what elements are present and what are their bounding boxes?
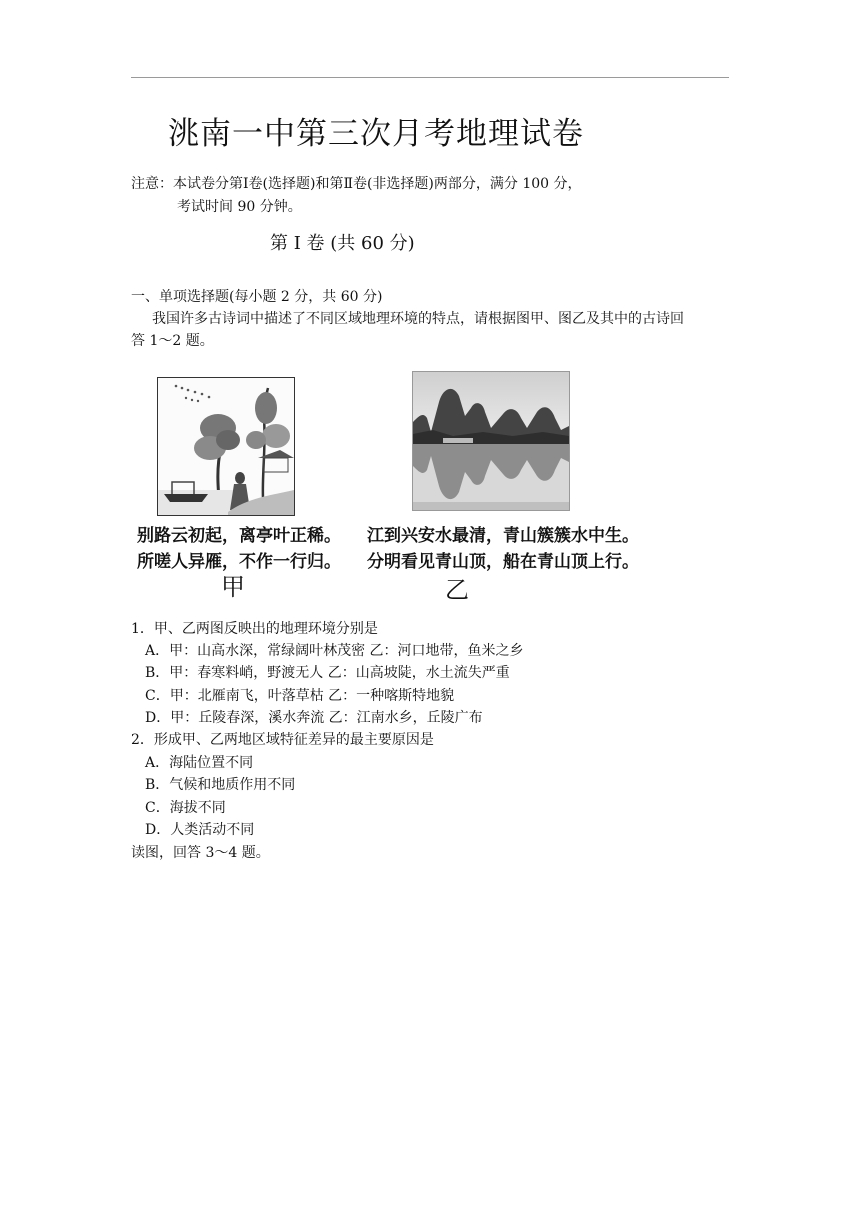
figure-yi-label: 乙 [445,576,469,604]
figure-yi-poem-line1: 江到兴安水最清，青山簇簇水中生。 [367,526,639,546]
header-rule [131,77,729,78]
question-2-stem: 2．形成甲、乙两地区域特征差异的最主要原因是 [131,732,434,748]
question-2-option-a: A．海陆位置不同 [145,755,254,771]
figure-yi-photo [412,371,570,511]
karst-landscape-illustration [413,372,569,510]
exam-note-line2: 考试时间 90 分钟。 [177,199,302,215]
figure-yi-poem-line2: 分明看见青山顶，船在青山顶上行。 [367,552,639,572]
section-intro-line2: 答 1～2 题。 [131,333,214,349]
figure-jia-painting [157,377,295,516]
ink-painting-illustration [158,378,294,515]
exam-note-line1: 注意：本试卷分第Ⅰ卷(选择题)和第Ⅱ卷(非选择题)两部分，满分 100 分， [131,176,582,192]
question-2-option-b: B．气候和地质作用不同 [145,777,296,793]
question-1-stem: 1．甲、乙两图反映出的地理环境分别是 [131,621,378,637]
question-1-option-d: D．甲：丘陵春深，溪水奔流 乙：江南水乡，丘陵广布 [145,710,483,726]
footer-instruction: 读图，回答 3～4 题。 [131,845,270,861]
page-title: 洮南一中第三次月考地理试卷 [168,116,584,152]
figure-jia-poem-line1: 别路云初起，离亭叶正稀。 [137,526,341,546]
question-2-option-d: D．人类活动不同 [145,822,255,838]
volume-title: 第 Ⅰ 卷 (共 60 分) [270,233,415,254]
figure-jia-label: 甲 [221,573,245,601]
section-intro-line1: 我国许多古诗词中描述了不同区域地理环境的特点，请根据图甲、图乙及其中的古诗回 [152,311,684,327]
question-1-option-a: A．甲：山高水深，常绿阔叶林茂密 乙：河口地带，鱼米之乡 [145,643,524,659]
question-1-option-b: B．甲：春寒料峭，野渡无人 乙：山高坡陡，水土流失严重 [145,665,510,681]
figure-jia-poem-line2: 所嗟人异雁，不作一行归。 [137,552,341,572]
question-1-option-c: C．甲：北雁南飞，叶落草枯 乙：一种喀斯特地貌 [145,688,455,704]
question-2-option-c: C．海拔不同 [145,800,226,816]
section-heading: 一、单项选择题(每小题 2 分，共 60 分) [131,289,383,305]
